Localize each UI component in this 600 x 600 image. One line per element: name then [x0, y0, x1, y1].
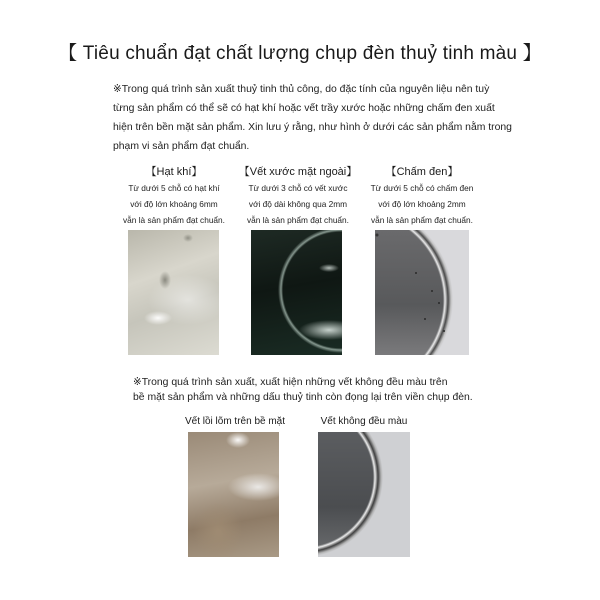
defect-description-air-bubbles — [108, 180, 240, 228]
scratch-photo — [251, 230, 342, 355]
description-line: Từ dưới 3 chỗ có vết xước — [248, 183, 348, 193]
note-line: ※Trong quá trình sản xuất, xuất hiện những vết không đều màu trên — [133, 377, 448, 388]
uneven-surface-label: Vết lồi lõm trên bề mặt — [184, 416, 286, 427]
uneven-color-label: Vết không đều màu — [320, 416, 408, 427]
black-spot — [438, 302, 440, 304]
description-line: với độ lớn khoảng 6mm — [130, 199, 218, 209]
description-line: vẫn là sản phẩm đạt chuẩn. — [247, 215, 349, 225]
second-note — [133, 375, 533, 405]
description-line: Từ dưới 5 chỗ có hạt khí — [128, 183, 220, 193]
black-spot — [415, 272, 417, 274]
page-title: 【 Tiêu chuẩn đạt chất lượng chụp đèn thuỷ tinh màu 】 — [58, 43, 542, 64]
black-spot — [431, 290, 433, 292]
description-line: với độ dài không qua 2mm — [248, 199, 348, 209]
uneven-color-photo — [318, 432, 410, 557]
black-spot-photo — [375, 230, 469, 355]
air-bubble-photo — [128, 230, 219, 355]
note-line: bề mặt sản phẩm và những dấu thuỷ tinh còn đọng lại trên viền chụp đèn. — [133, 392, 473, 403]
black-spot — [424, 318, 426, 320]
defect-heading-air-bubbles: 【Hạt khí】 — [145, 166, 203, 178]
uneven-surface-photo — [188, 432, 279, 557]
description-line: với độ lớn khoảng 2mm — [378, 199, 466, 209]
black-spot — [443, 330, 445, 332]
defect-heading-scratches: 【Vết xước mặt ngoài】 — [238, 166, 358, 178]
description-line: vẫn là sản phẩm đạt chuẩn. — [123, 215, 225, 225]
defect-description-scratches — [232, 180, 364, 228]
defect-heading-black-spots: 【Chấm đen】 — [385, 166, 459, 178]
description-line: Từ dưới 5 chỗ có chấm đen — [370, 183, 474, 193]
defect-description-black-spots — [356, 180, 488, 228]
description-line: vẫn là sản phẩm đạt chuẩn. — [371, 215, 473, 225]
intro-paragraph: ※Trong quá trình sản xuất thuỷ tinh thủ công, do đặc tính của nguyên liệu nên tuỳ từng sản phẩm có thể sẽ có hạt khí hoặc vết trầy xước hoặc những chấm đen xuất hiện trên bền mặt sản phẩm. Xin lưu ý rằng, như hình ở dưới các sản phẩm nằm trong phạm vi sản phẩm đạt chuẩn. — [113, 84, 512, 152]
